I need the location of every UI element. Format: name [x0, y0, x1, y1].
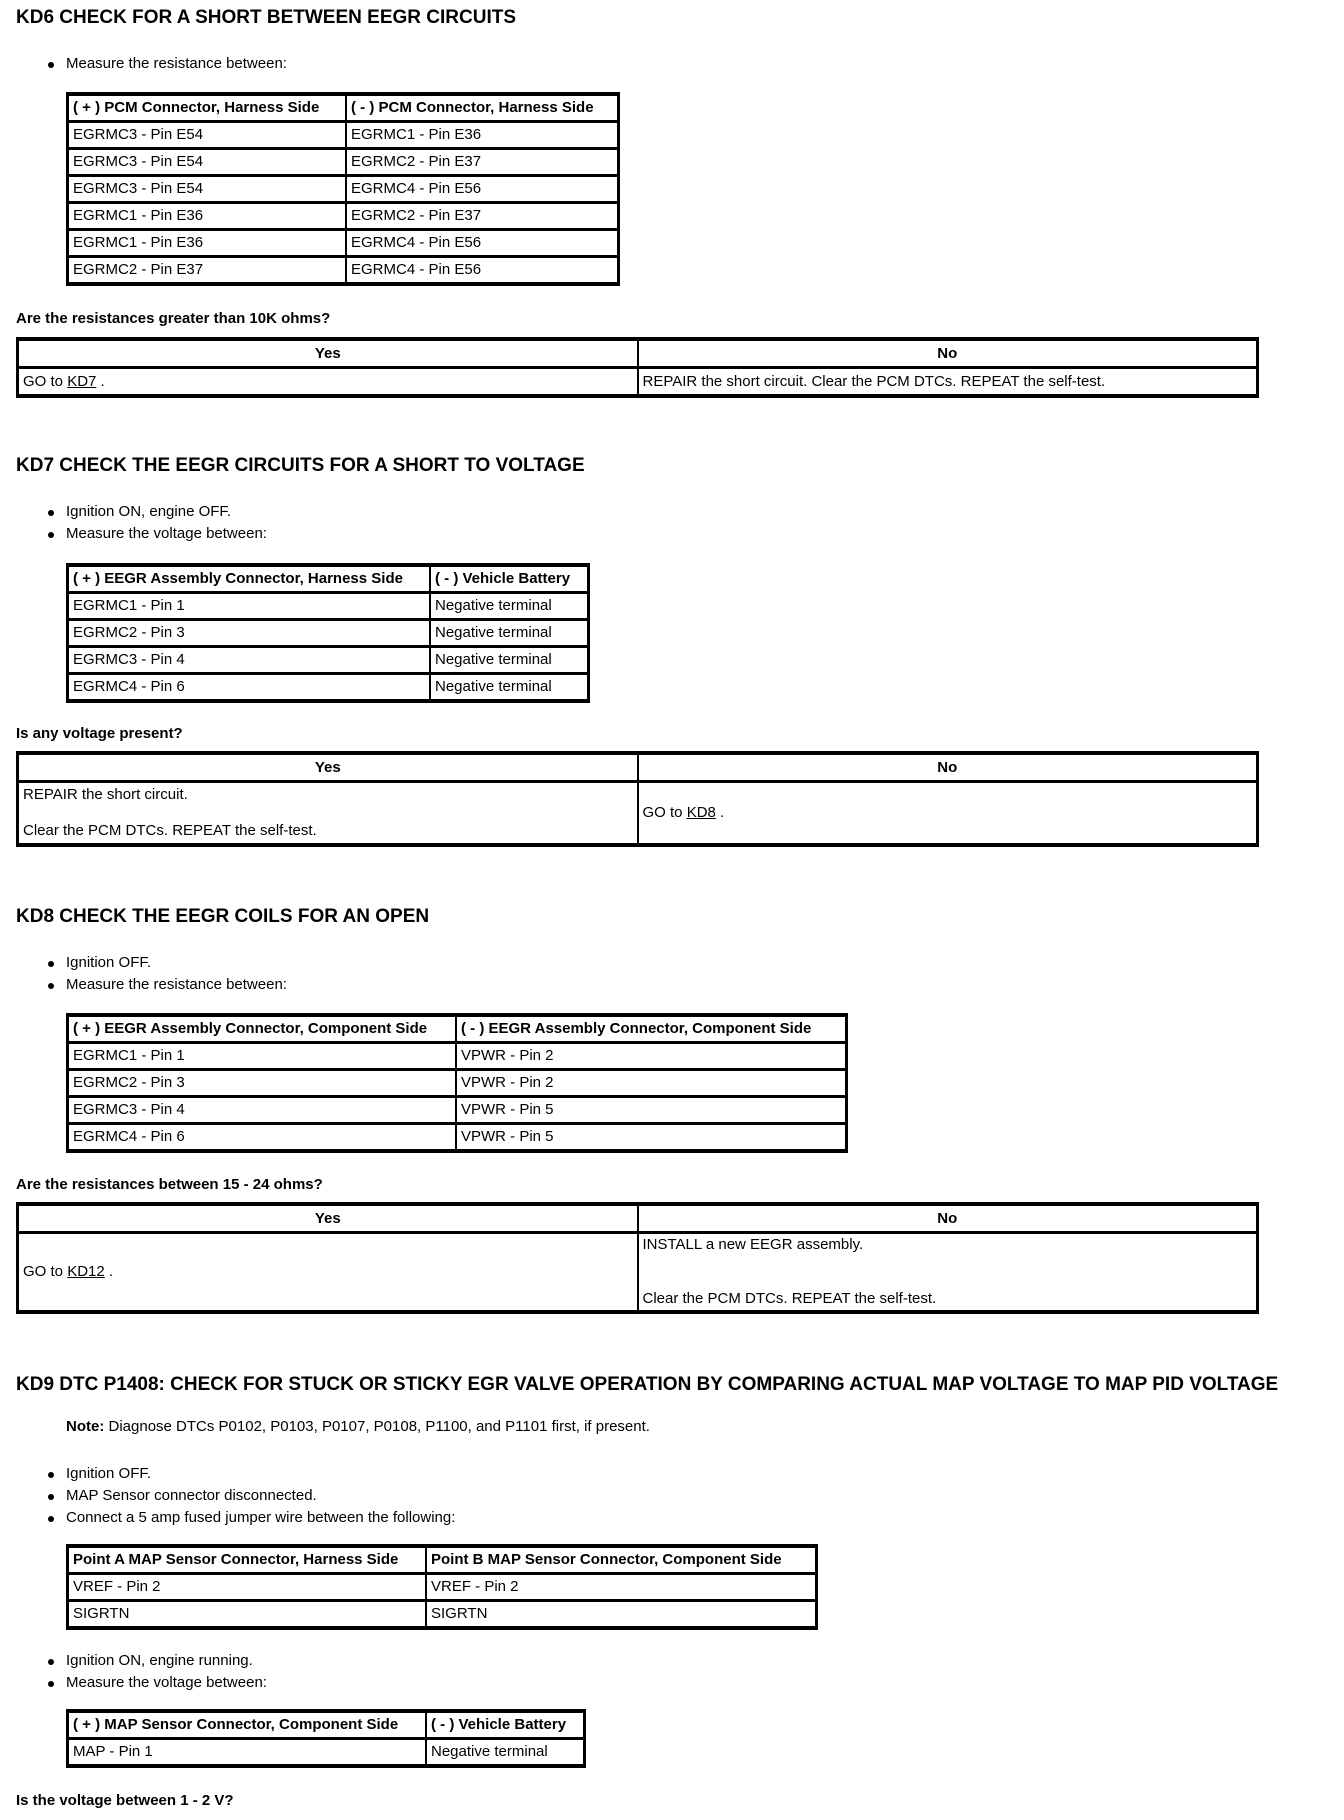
table-header-row [68, 1712, 584, 1738]
table-cell: VPWR - Pin 2 [456, 1042, 846, 1069]
table-row [68, 1123, 846, 1150]
list-item: MAP Sensor connector disconnected. [46, 1485, 455, 1507]
table-cell: VREF - Pin 2 [68, 1573, 426, 1600]
column-header: ( + ) MAP Sensor Connector, Component Side [68, 1712, 426, 1738]
table-cell: EGRMC3 - Pin 4 [68, 646, 430, 673]
list-item: Ignition OFF. [46, 952, 287, 974]
table-row [68, 646, 588, 673]
column-header: ( + ) EEGR Assembly Connector, Harness Side [68, 566, 430, 592]
table-cell: EGRMC3 - Pin 4 [68, 1096, 456, 1123]
table-row [68, 1573, 816, 1600]
column-header: ( + ) EEGR Assembly Connector, Component Side [68, 1016, 456, 1042]
table-cell: VPWR - Pin 5 [456, 1123, 846, 1150]
kd8-steps [46, 952, 287, 996]
list-item: Connect a 5 amp fused jumper wire between the following: [46, 1507, 455, 1529]
kd7-steps [46, 501, 267, 545]
table-header-row [18, 754, 1257, 781]
kd6-steps [46, 53, 287, 75]
yes-suffix: . [104, 1263, 114, 1280]
kd7-question: Is any voltage present? [16, 725, 183, 742]
yes-cell [18, 781, 638, 844]
table-row [18, 367, 1257, 395]
table-header-row [68, 1016, 846, 1042]
column-header: Point A MAP Sensor Connector, Harness Side [68, 1547, 426, 1573]
kd9-jumper-table [66, 1544, 818, 1630]
list-item: Measure the voltage between: [46, 1672, 267, 1694]
kd9-title: KD9 DTC P1408: CHECK FOR STUCK OR STICKY EGR VALVE OPERATION BY COMPARING ACTUAL MAP VOLTAGE TO MAP PID VOLTAGE [16, 1374, 1279, 1395]
table-cell: Negative terminal [430, 646, 588, 673]
yes-suffix: . [96, 372, 105, 390]
kd6-title: KD6 CHECK FOR A SHORT BETWEEN EEGR CIRCUITS [16, 7, 517, 28]
table-header-row [18, 1205, 1257, 1232]
table-cell: EGRMC2 - Pin 3 [68, 619, 430, 646]
table-cell: EGRMC1 - Pin 1 [68, 1042, 456, 1069]
table-header-row [18, 340, 1257, 367]
table-cell: VPWR - Pin 2 [456, 1069, 846, 1096]
table-cell: EGRMC1 - Pin E36 [68, 202, 346, 229]
table-row [68, 1042, 846, 1069]
yes-line-1: REPAIR the short circuit. [23, 786, 188, 803]
table-cell: MAP - Pin 1 [68, 1738, 426, 1765]
table-cell: VPWR - Pin 5 [456, 1096, 846, 1123]
kd9-steps-1 [46, 1463, 455, 1529]
no-suffix: . [715, 804, 725, 821]
column-header: ( + ) PCM Connector, Harness Side [68, 95, 346, 121]
table-row [68, 148, 618, 175]
table-cell: EGRMC4 - Pin 6 [68, 1123, 456, 1150]
table-cell: EGRMC2 - Pin E37 [346, 202, 618, 229]
yes-text: GO to [23, 1263, 68, 1280]
table-row [68, 1096, 846, 1123]
list-item: Ignition OFF. [46, 1463, 455, 1485]
table-row [68, 619, 588, 646]
table-cell: Negative terminal [430, 673, 588, 700]
kd9-question: Is the voltage between 1 - 2 V? [16, 1792, 234, 1809]
no-header: No [638, 754, 1258, 781]
table-row [68, 256, 618, 283]
column-header: ( - ) Vehicle Battery [430, 566, 588, 592]
table-cell: VREF - Pin 2 [426, 1573, 816, 1600]
yes-cell [18, 367, 638, 395]
kd8-link[interactable]: KD8 [686, 804, 716, 821]
column-header: ( - ) PCM Connector, Harness Side [346, 95, 618, 121]
kd7-decision-table [16, 751, 1259, 847]
kd7-measure-table [66, 563, 590, 703]
no-header: No [638, 1205, 1258, 1232]
table-cell: EGRMC4 - Pin E56 [346, 229, 618, 256]
note-label: Note: [66, 1418, 105, 1435]
column-header: ( - ) Vehicle Battery [426, 1712, 584, 1738]
table-cell: EGRMC1 - Pin 1 [68, 592, 430, 619]
no-cell [638, 781, 1258, 844]
yes-header: Yes [18, 1205, 638, 1232]
table-cell: EGRMC4 - Pin E56 [346, 256, 618, 283]
yes-text: GO to [23, 372, 68, 390]
kd6-decision-table [16, 337, 1259, 398]
table-row [68, 673, 588, 700]
list-item: Ignition ON, engine running. [46, 1650, 267, 1672]
table-cell: EGRMC2 - Pin E37 [68, 256, 346, 283]
yes-header: Yes [18, 340, 638, 367]
table-cell: EGRMC1 - Pin E36 [346, 121, 618, 148]
table-row [68, 1069, 846, 1096]
table-row [18, 781, 1257, 844]
no-line-2: Clear the PCM DTCs. REPEAT the self-test. [642, 1290, 937, 1307]
table-cell: Negative terminal [430, 619, 588, 646]
column-header: Point B MAP Sensor Connector, Component Side [426, 1547, 816, 1573]
list-item: Measure the resistance between: [46, 974, 287, 996]
kd7-title: KD7 CHECK THE EEGR CIRCUITS FOR A SHORT TO VOLTAGE [16, 455, 585, 476]
table-row [68, 1600, 816, 1627]
table-row [68, 121, 618, 148]
table-cell: SIGRTN [68, 1600, 426, 1627]
list-item: Measure the resistance between: [46, 53, 287, 75]
kd9-note [66, 1418, 650, 1435]
kd6-measure-table [66, 92, 620, 286]
table-row [68, 1738, 584, 1765]
note-text: Diagnose DTCs P0102, P0103, P0107, P0108, P1100, and P1101 first, if present. [104, 1418, 650, 1435]
column-header: ( - ) EEGR Assembly Connector, Component Side [456, 1016, 846, 1042]
table-cell: SIGRTN [426, 1600, 816, 1627]
yes-cell [18, 1232, 638, 1311]
yes-header: Yes [18, 754, 638, 781]
table-row [68, 592, 588, 619]
table-cell: EGRMC4 - Pin 6 [68, 673, 430, 700]
table-cell: Negative terminal [430, 592, 588, 619]
table-row [68, 229, 618, 256]
no-header: No [638, 340, 1258, 367]
table-cell: EGRMC1 - Pin E36 [68, 229, 346, 256]
no-cell [638, 1232, 1258, 1311]
list-item: Measure the voltage between: [46, 523, 267, 545]
kd8-measure-table [66, 1013, 848, 1153]
table-cell: EGRMC3 - Pin E54 [68, 175, 346, 202]
table-row [18, 1232, 1257, 1311]
yes-line-2: Clear the PCM DTCs. REPEAT the self-test. [23, 822, 317, 839]
table-row [68, 175, 618, 202]
table-header-row [68, 95, 618, 121]
no-text: GO to [642, 804, 687, 821]
kd8-title: KD8 CHECK THE EEGR COILS FOR AN OPEN [16, 906, 430, 927]
table-cell: EGRMC2 - Pin 3 [68, 1069, 456, 1096]
table-row [68, 202, 618, 229]
kd7-link[interactable]: KD7 [67, 372, 97, 390]
table-cell: EGRMC4 - Pin E56 [346, 175, 618, 202]
table-cell: EGRMC2 - Pin E37 [346, 148, 618, 175]
kd8-decision-table [16, 1202, 1259, 1314]
list-item: Ignition ON, engine OFF. [46, 501, 267, 523]
no-line-1: INSTALL a new EEGR assembly. [642, 1236, 864, 1253]
table-cell: EGRMC3 - Pin E54 [68, 148, 346, 175]
kd8-question: Are the resistances between 15 - 24 ohms? [16, 1176, 323, 1193]
kd6-question: Are the resistances greater than 10K ohms? [16, 310, 331, 327]
table-header-row [68, 1547, 816, 1573]
kd9-steps-2 [46, 1650, 267, 1694]
table-cell: Negative terminal [426, 1738, 584, 1765]
no-cell: REPAIR the short circuit. Clear the PCM DTCs. REPEAT the self-test. [638, 367, 1258, 395]
kd9-measure-table [66, 1709, 586, 1768]
table-header-row [68, 566, 588, 592]
table-cell: EGRMC3 - Pin E54 [68, 121, 346, 148]
kd12-link[interactable]: KD12 [67, 1263, 105, 1280]
